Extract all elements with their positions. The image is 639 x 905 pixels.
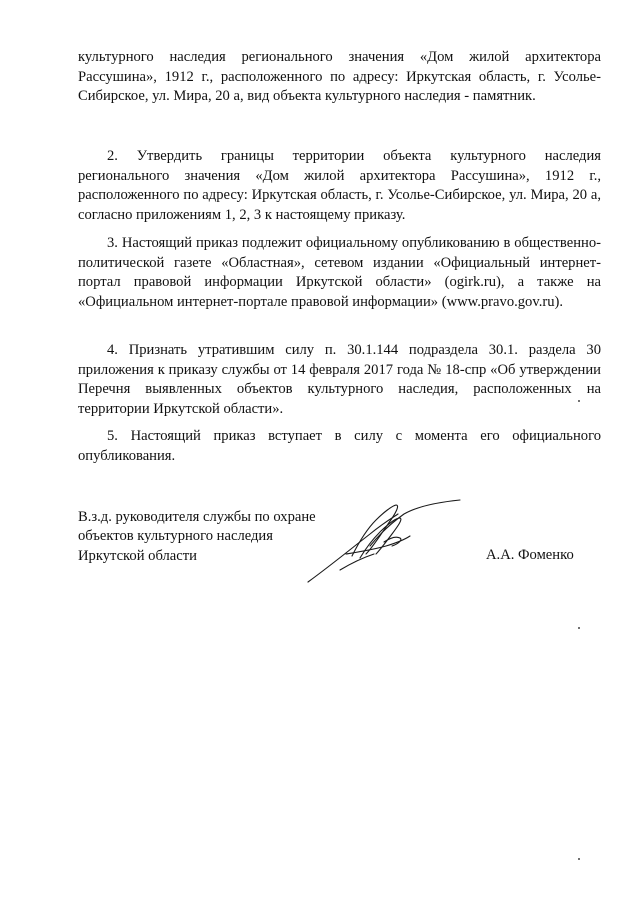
scan-speck [578,858,580,860]
paragraph-4-text: 4. Признать утратившим силу п. 30.1.144 подраздела 30.1. раздела 30 приложения к приказу службы от 14 февраля 2017 года № 18-спр «Об утверждении Перечня выявленных объектов культурного наследия, расположенных на территории Иркутской области». [78,342,601,417]
paragraph-2-text: 2. Утвердить границы территории объекта культурного наследия регионального значения «Дом жилой архитектора Рассушина», 1912 г., расположенного по адресу: Иркутская область, г. Усолье-Сибирское, ул. Мира, 20 а, согласно приложениям 1, 2, 3 к настоящему приказу. [78,148,601,223]
scan-speck [578,400,580,402]
paragraph-5-text: 5. Настоящий приказ вступает в силу с момента его официального опубликования. [78,428,601,464]
paragraph-1-continuation: культурного наследия регионального значения «Дом жилой архитектора Рассушина», 1912 г., расположенного по адресу: Иркутская область, г. Усолье-Сибирское, ул. Мира, 20 а, вид объекта культурного наследия - памятник. [78,49,601,105]
signatory-title-line-2: объектов культурного наследия [78,528,273,545]
scan-speck [578,627,580,629]
paragraph-3 [78,234,601,312]
handwritten-signature [300,496,470,588]
signatory-title-line-3: Иркутской области [78,547,197,564]
paragraph-5 [78,427,601,466]
signatory-name: А.А. Фоменко [486,547,574,563]
paragraph-2 [78,147,601,225]
signatory-title [78,508,316,566]
paragraph-3-text: 3. Настоящий приказ подлежит официальному опубликованию в общественно-политической газете «Областная», сетевом издании «Официальный интернет-портал правовой информации Иркутской области» (ogirk.ru), а также на «Официальном интернет-портале правовой информации» (www.pravo.gov.ru). [78,235,601,310]
signatory-title-line-1: В.з.д. руководителя службы по охране [78,509,316,525]
paragraph-4 [78,341,601,419]
